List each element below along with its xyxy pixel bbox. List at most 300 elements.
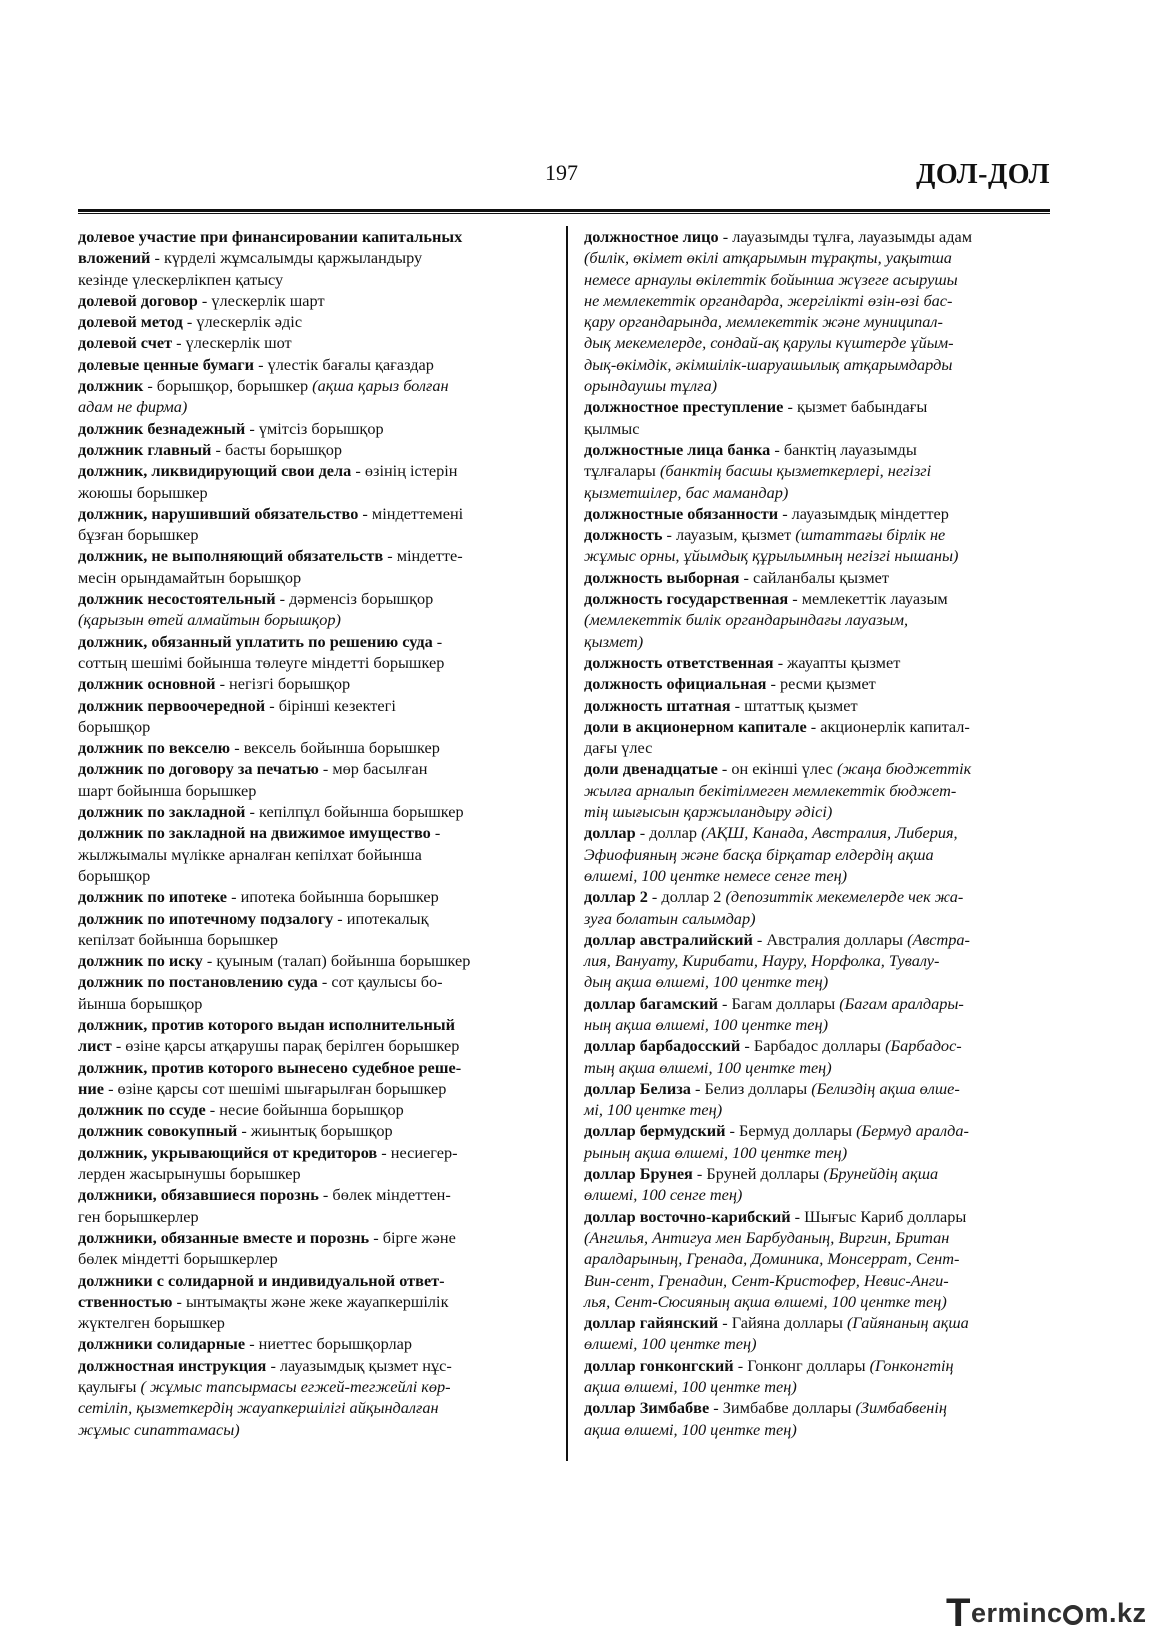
translation: тұлғалары [584,461,660,481]
headword: должник по ссуде [78,1100,206,1120]
headword: доллар Зимбабве [584,1398,710,1418]
translation: - ресми қызмет [766,674,876,694]
translation: - Белиз доллары [690,1078,812,1098]
gloss: (Белиздің ақша өлше- [811,1078,960,1098]
dictionary-line [78,354,548,375]
gloss: тың ақша өлшемі, 100 центке тең) [584,1057,832,1077]
gloss: Эфиофияның және басқа бірқатар елдердің ақша [584,844,934,864]
headword: должник по ипотечному подзалогу [78,908,334,928]
translation: - Бермуд доллары [725,1121,857,1141]
headword: должник безнадежный [78,418,246,438]
translation: - мөр басылған [318,759,428,779]
translation: - ипотека бойынша борышкер [227,887,439,907]
headword: должник по векселю [78,738,231,758]
dictionary-line [78,844,548,865]
watermark-circle-icon [1063,1605,1083,1625]
translation: жүктелген борышкер [78,1313,225,1333]
gloss: адам не фирма) [78,397,188,417]
dictionary-line [78,1419,548,1440]
headword: должники, обязавшиеся порознь [78,1185,319,1205]
headword: доллар [584,823,636,843]
dictionary-line [584,269,1056,290]
dictionary-line [78,332,548,353]
translation: - доллар [635,823,702,843]
translation: - мемлекеттік лауазым [788,589,948,609]
dictionary-line [584,524,1056,545]
translation: - жиынтық борышқор [237,1121,393,1141]
translation: - өзіне қарсы сот шешімі шығарылған борышкер [104,1078,447,1098]
dictionary-line [584,1163,1056,1184]
dictionary-line [78,908,548,929]
dictionary-line [78,503,548,524]
dictionary-line [584,1227,1056,1248]
gloss: сетіліп, қызметкердің жауапкершілігі айқындалған [78,1398,439,1418]
translation: лерден жасырынушы борышкер [78,1164,301,1184]
translation: - үмітсіз борышқор [245,418,384,438]
translation: - акционерлік капитал- [806,716,970,736]
dictionary-line [78,1184,548,1205]
headword: должник, против которого вынесено судебное реше- [78,1057,462,1077]
translation: - Шығыс Кариб доллары [790,1206,967,1226]
dictionary-line [584,1184,1056,1205]
gloss: қызмет) [584,631,644,651]
gloss: жұмыс сипаттамасы) [78,1419,240,1439]
gloss: (қарызын өтей алмайтын борышқор) [78,610,341,630]
dictionary-line [584,993,1056,1014]
translation: кезінде үлескерлікпен қатысу [78,269,284,289]
gloss: ақша өлшемі, 100 центке тең) [584,1377,797,1397]
dictionary-line [78,929,548,950]
dictionary-line [584,609,1056,630]
dictionary-line [78,1057,548,1078]
dictionary-line [78,1227,548,1248]
gloss: (Зимбабвенің [855,1398,947,1418]
column-divider [566,226,568,1461]
translation: - лауазымдық қызмет нұс- [266,1355,452,1375]
dictionary-line [78,652,548,673]
headword: должность выборная [584,567,740,587]
gloss: (Ангилья, Антигуа мен Барбуданың, Виргин, Британ [584,1227,950,1247]
gloss: ( жұмыс тапсырмасы егжей-тегжейлі көр- [140,1377,451,1397]
translation: қылмыс [584,418,640,438]
dictionary-line [584,929,1056,950]
headword: должники, обязанные вместе и порознь [78,1227,370,1247]
gloss: өлшемі, 100 центке немесе сенге тең) [584,865,848,885]
gloss: (Гонконгтің [869,1355,954,1375]
dictionary-line [78,886,548,907]
dictionary-line [78,1270,548,1291]
dictionary-line [584,1291,1056,1312]
dictionary-line [78,1355,548,1376]
headword: должники с солидарной и индивидуальной ответ- [78,1270,445,1290]
translation: - борышқор, борышкер [143,376,313,396]
dictionary-line [584,950,1056,971]
headword: должностные обязанности [584,503,779,523]
dictionary-line [584,1142,1056,1163]
gloss: рының ақша өлшемі, 100 центке тең) [584,1142,848,1162]
dictionary-line [78,567,548,588]
dictionary-line [584,1312,1056,1333]
headword: должник главный [78,439,212,459]
translation: - несие бойынша борышқор [205,1100,404,1120]
dictionary-line [78,631,548,652]
dictionary-line [78,1333,548,1354]
dictionary-line [78,482,548,503]
dictionary-line [584,503,1056,524]
dictionary-line [584,1270,1056,1291]
translation: - несиегер- [377,1142,458,1162]
dictionary-line [78,716,548,737]
headword: должник, против которого выдан исполнительный [78,1014,455,1034]
headword: должность государственная [584,589,789,609]
gloss: дық мекемелерде, сондай-ақ қарулы күштерде ұйым- [584,333,954,353]
gloss: зуға болатын салымдар) [584,908,756,928]
dictionary-line [78,460,548,481]
site-watermark [946,1587,1147,1635]
gloss: (депозиттік мекемелерде чек жа- [725,887,964,907]
translation: йынша борышқор [78,993,203,1013]
dictionary-line [78,439,548,460]
headword: должник по постановлению суда [78,972,318,992]
headword: долевое участие при финансировании капитальных [78,227,463,246]
translation: - міндетте- [383,546,463,566]
dictionary-line [78,1397,548,1418]
translation: - банктің лауазымды [770,439,917,459]
translation: - ниеттес борышқорлар [245,1334,413,1354]
headword: доллар гайянский [584,1313,719,1333]
gloss: (Бермуд аралда- [856,1121,969,1141]
headword: должник, нарушивший обязательство [78,503,359,523]
translation: - штаттық қызмет [730,695,858,715]
gloss: орындаушы тұлға) [584,376,718,396]
dictionary-line [584,460,1056,481]
dictionary-line [78,801,548,822]
translation: - басты борышқор [211,439,343,459]
dictionary-line [584,354,1056,375]
translation: - Гайяна доллары [718,1313,848,1333]
gloss: мі, 100 центке тең) [584,1100,723,1120]
gloss: немесе арнаулы өкілеттік бойынша жүзеге асырушы [584,269,958,289]
headword: должник по закладной [78,802,246,822]
dictionary-line [584,1206,1056,1227]
headword: доллар австралийский [584,929,753,949]
dictionary-line [78,1206,548,1227]
dictionary-line [584,1419,1056,1440]
headword: должностное преступление [584,397,784,417]
translation: - [432,631,443,651]
headword: должник, не выполняющий обязательств [78,546,384,566]
translation: - Австралия доллары [752,929,908,949]
headword: доли в акционерном капитале [584,716,807,736]
dictionary-line [78,1035,548,1056]
dictionary-line [584,439,1056,460]
watermark-part-b: m.kz [1084,1598,1147,1628]
translation: - міндеттемені [358,503,464,523]
dictionary-line [584,673,1056,694]
dictionary-line [78,247,548,268]
translation: - өзінің істерін [351,461,458,481]
page-number: 197 [545,160,578,185]
dictionary-line [78,993,548,1014]
gloss: дың ақша өлшемі, 100 центке тең) [584,972,829,992]
dictionary-line [78,375,548,396]
dictionary-line [584,375,1056,396]
translation: дағы үлес [584,738,653,758]
left-column [78,226,548,1440]
gloss: жұмыс орны, ұйымдық құрылымның негізгі нышаны) [584,546,959,566]
dictionary-line [584,311,1056,332]
headword: должник несостоятельный [78,589,276,609]
translation: - сот қаулысы бо- [317,972,443,992]
dictionary-line [584,396,1056,417]
dictionary-line [584,1014,1056,1035]
translation: - бірге және [369,1227,456,1247]
headword: должник, укрывающийся от кредиторов [78,1142,378,1162]
dictionary-line [584,482,1056,503]
headword: доллар бермудский [584,1121,726,1141]
dictionary-line [78,737,548,758]
translation: жылжымалы мүлікке арналған кепілхат бойынша [78,844,422,864]
gloss: Вин-сент, Гренадин, Сент-Кристофер, Невис-Анги- [584,1270,949,1290]
gloss: өлшемі, 100 центке тең) [584,1334,757,1354]
translation: - Бруней доллары [692,1164,824,1184]
dictionary-line [584,716,1056,737]
translation: ген борышкерлер [78,1206,199,1226]
headword: долевой метод [78,312,183,332]
headword: ственностью [78,1291,173,1311]
translation: бөлек міндетті борышкерлер [78,1249,278,1269]
gloss: жылға арналып бекітілмеген мемлекеттік бюджет- [584,780,957,800]
dictionary-line [584,971,1056,992]
dictionary-line [78,1248,548,1269]
header-rule [78,209,1050,212]
translation: соттың шешімі бойынша төлеуге міндетті борышкер [78,652,445,672]
dictionary-line [78,1120,548,1141]
headword: должники солидарные [78,1334,246,1354]
gloss: (Австра- [907,929,970,949]
dictionary-line [584,1057,1056,1078]
translation: - күрделі жұмсалымды қаржыландыру [150,248,423,268]
dictionary-line [78,524,548,545]
gloss: (жаңа бюджеттік [836,759,972,779]
headword: должностное лицо [584,227,719,246]
dictionary-line [78,269,548,290]
gloss: (Брунейдің ақша [823,1164,939,1184]
translation: - Зимбабве доллары [709,1398,856,1418]
dictionary-line [584,652,1056,673]
headword: доллар восточно-карибский [584,1206,791,1226]
headword: должник основной [78,674,216,694]
dictionary-line [584,695,1056,716]
dictionary-line [584,865,1056,886]
dictionary-line [584,844,1056,865]
translation: - Барбадос доллары [740,1036,886,1056]
dictionary-line [584,1248,1056,1269]
gloss: не мемлекеттік органдарда, жергілікті өзін-өзі бас- [584,290,953,310]
dictionary-line [584,758,1056,779]
gloss: лья, Сент-Сюсияның ақша өлшемі, 100 центке тең) [584,1291,947,1311]
dictionary-line [78,1312,548,1333]
dictionary-line [78,1163,548,1184]
dictionary-line [78,290,548,311]
dictionary-line [584,588,1056,609]
headword: должник по договору за печатью [78,759,319,779]
translation: - бөлек міндеттен- [318,1185,451,1205]
watermark-part-a: erminc [970,1598,1063,1628]
translation: - кепілпұл бойынша борышкер [245,802,464,822]
dictionary-line [78,673,548,694]
headword: должник совокупный [78,1121,238,1141]
headword: доллар барбадосский [584,1036,741,1056]
dictionary-line [584,418,1056,439]
gloss: дық-өкімдік, әкімшілік-шаруашылық атқарымдарды [584,354,953,374]
dictionary-line [78,1376,548,1397]
headword: ние [78,1078,104,1098]
dictionary-line [78,1142,548,1163]
dictionary-line [584,1099,1056,1120]
headword: долевые ценные бумаги [78,354,255,374]
translation: - өзіне қарсы атқарушы парақ берілген борышкер [111,1036,460,1056]
dictionary-line [78,545,548,566]
dictionary-line [78,226,548,247]
gloss: өлшемі, 100 сенге тең) [584,1185,743,1205]
dictionary-line [584,822,1056,843]
dictionary-line [584,1355,1056,1376]
headword: должник, обязанный уплатить по решению суда [78,631,433,651]
dictionary-line [584,1120,1056,1141]
translation: борышқор [78,865,151,885]
translation: - Багам доллары [717,993,840,1013]
translation: - ипотекалық [333,908,429,928]
gloss: ақша өлшемі, 100 центке тең) [584,1419,797,1439]
headword: лист [78,1036,112,1056]
headword: должник [78,376,144,396]
dictionary-line [78,396,548,417]
dictionary-line [584,332,1056,353]
headword: должник первоочередной [78,695,266,715]
dictionary-line [78,588,548,609]
dictionary-line [584,780,1056,801]
translation: - [430,823,441,843]
dictionary-line [584,1035,1056,1056]
headword: должник по ипотеке [78,887,228,907]
translation: - лауазымдық міндеттер [778,503,949,523]
gloss: (Гайянаның ақша [847,1313,969,1333]
dictionary-line [584,226,1056,247]
headword: должник по закладной на движимое имущество [78,823,431,843]
translation: - лауазымды тұлға, лауазымды адам [718,227,973,246]
translation: - негізгі борышқор [215,674,351,694]
dictionary-line [78,865,548,886]
dictionary-line [584,567,1056,588]
translation: - доллар 2 [647,887,726,907]
headword: доллар Белиза [584,1078,691,1098]
translation: - үлескерлік шот [172,333,292,353]
translation: месін орындамайтын борышқор [78,567,302,587]
translation: бұзған борышкер [78,525,199,545]
dictionary-line [78,822,548,843]
right-column [584,226,1056,1440]
dictionary-line [584,908,1056,929]
translation: кепілзат бойынша борышкер [78,929,279,949]
translation: - Гонконг доллары [733,1355,870,1375]
dictionary-line [584,290,1056,311]
dictionary-line [78,1078,548,1099]
translation: - сайланбалы қызмет [739,567,889,587]
dictionary-line [584,801,1056,822]
watermark-t: T [946,1591,971,1635]
headword: вложений [78,248,151,268]
dictionary-line [584,737,1056,758]
running-head: ДОЛ-ДОЛ [916,159,1050,190]
dictionary-line [78,1099,548,1120]
gloss: (банктің басшы қызметкерлері, негізгі [659,461,932,481]
dictionary-line [584,1078,1056,1099]
translation: - вексель бойынша борышкер [230,738,440,758]
dictionary-line [78,311,548,332]
dictionary-line [584,545,1056,566]
headword: доллар гонконгский [584,1355,734,1375]
headword: должник по иску [78,951,203,971]
dictionary-line [78,609,548,630]
dictionary-line [584,1376,1056,1397]
gloss: (АҚШ, Канада, Австралия, Либерия, [701,823,958,843]
translation: - үлескерлік шарт [197,290,325,310]
gloss: (ақша қарыз болған [312,376,449,396]
dictionary-line [78,780,548,801]
gloss: қару органдарында, мемлекеттік және муниципал- [584,312,943,332]
gloss: (Багам аралдары- [839,993,964,1013]
dictionary-line [78,695,548,716]
dictionary-line [78,1291,548,1312]
dictionary-line [584,247,1056,268]
dictionary-line [584,886,1056,907]
gloss: (билік, өкімет өкілі атқарымын тұрақты, уақытша [584,248,952,268]
gloss: (мемлекеттік билік органдарындағы лауазым, [584,610,909,630]
headword: должность штатная [584,695,731,715]
translation: қаулығы [78,1377,141,1397]
dictionary-line [78,758,548,779]
translation: - ынтымақты және жеке жауапкершілік [172,1291,449,1311]
gloss: аралдарының, Гренада, Доминика, Монсеррат, Сент- [584,1249,960,1269]
headword: должностные лица банка [584,439,771,459]
gloss: ның ақша өлшемі, 100 центке тең) [584,1014,829,1034]
translation: - дәрменсіз борышқор [275,589,434,609]
translation: - он екінші үлес [717,759,837,779]
dictionary-line [78,418,548,439]
headword: должность официальная [584,674,767,694]
translation: - үлестік бағалы қағаздар [254,354,434,374]
translation: шарт бойынша борышкер [78,780,257,800]
headword: доллар Брунея [584,1164,693,1184]
translation: - бірінші кезектегі [265,695,396,715]
headword: долевой договор [78,290,198,310]
translation: борышқор [78,716,151,736]
headword: должностная инструкция [78,1355,267,1375]
headword: доллар багамский [584,993,718,1013]
translation: жоюшы борышкер [78,482,208,502]
dictionary-line [584,631,1056,652]
translation: - қызмет бабындағы [783,397,928,417]
headword: доли двенадцатые [584,759,718,779]
headword: должник, ликвидирующий свои дела [78,461,352,481]
dictionary-line [78,971,548,992]
headword: доллар 2 [584,887,648,907]
gloss: (Барбадос- [885,1036,962,1056]
headword: должность [584,525,663,545]
translation: - лауазым, қызмет [662,525,796,545]
gloss: тің шығысын қаржыландыру әдісі) [584,802,833,822]
